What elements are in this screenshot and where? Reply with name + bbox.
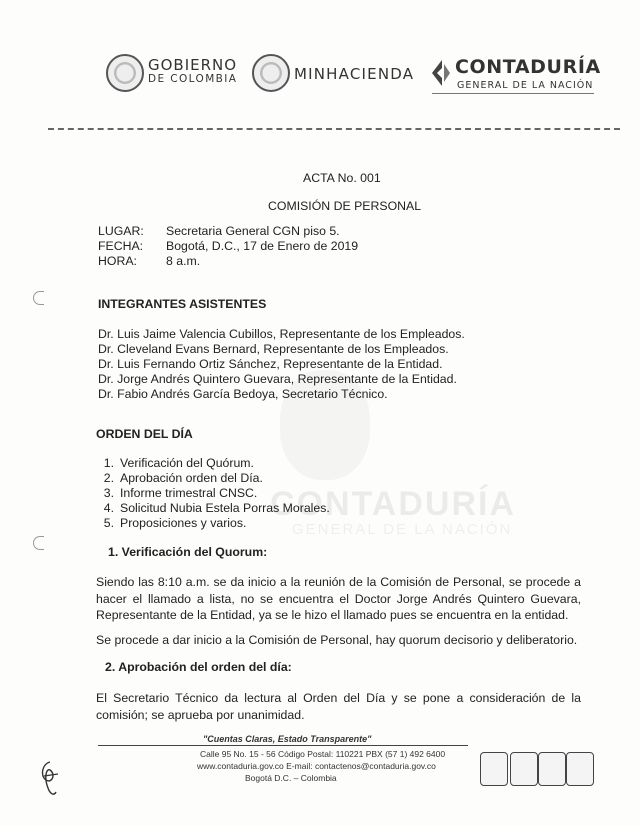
agenda-item [94, 455, 254, 471]
gobierno-logo-subtext: DE COLOMBIA [148, 73, 238, 85]
watermark-subtext: GENERAL DE LA NACIÓN [292, 521, 513, 538]
orden-heading: ORDEN DEL DÍA [96, 427, 193, 441]
acta-number: ACTA No. 001 [303, 171, 381, 185]
agenda-item-number: 4. [103, 501, 114, 515]
contaduria-logo-subtext: GENERAL DE LA NACIÓN [457, 80, 594, 91]
attendee-item: Dr. Fabio Andrés García Bedoya, Secretario Técnico. [98, 387, 388, 401]
agenda-item-text: Aprobación orden del Día. [120, 471, 263, 485]
agenda-item-number: 1. [103, 456, 114, 470]
meta-value-fecha: Bogotá, D.C., 17 de Enero de 2019 [166, 239, 359, 253]
certification-logo [510, 752, 538, 786]
minhacienda-logo-text: MINHACIENDA [294, 65, 415, 83]
footer-web-email: www.contaduria.gov.co E-mail: contactenos@contaduria.gov.co [197, 761, 436, 771]
agenda-item-number: 5. [103, 516, 114, 530]
meta-value-hora: 8 a.m. [166, 254, 201, 268]
paragraph-line: Siendo las 8:10 a.m. se da inicio a la reunión de la Comisión de Personal, se procede a [96, 575, 581, 589]
agenda-item [94, 485, 257, 501]
handwritten-initials-signature [36, 758, 66, 798]
certification-logo [566, 752, 594, 786]
binder-hole-mark [33, 536, 44, 550]
attendee-item: Dr. Luis Jaime Valencia Cubillos, Representante de los Empleados. [98, 327, 465, 341]
footer-motto: "Cuentas Claras, Estado Transparente" [203, 734, 372, 744]
agenda-item-number: 2. [103, 471, 114, 485]
footer-divider [98, 745, 468, 746]
agenda-item [94, 515, 246, 531]
footer-city: Bogotá D.C. – Colombia [245, 773, 337, 783]
minhacienda-seal [252, 54, 290, 92]
section-2-title: 2. Aprobación del orden del día: [105, 660, 292, 674]
contaduria-logo-text: CONTADURÍA [455, 56, 601, 78]
agenda-item [94, 470, 263, 486]
meta-label-fecha: FECHA: [98, 239, 144, 253]
meta-value-lugar: Secretaria General CGN piso 5. [166, 224, 340, 238]
colombia-coat-of-arms-seal [106, 54, 144, 92]
integrantes-heading: INTEGRANTES ASISTENTES [98, 297, 267, 311]
paragraph-line: comisión; se aprueba por unanimidad. [96, 707, 305, 722]
section-1-paragraph [96, 574, 581, 624]
section-1-paragraph-2: Se procede a dar inicio a la Comisión de Personal, hay quorum decisorio y deliberatorio. [96, 633, 578, 647]
certification-logo [538, 752, 566, 786]
agenda-item-text: Proposiciones y varios. [120, 516, 247, 530]
section-1-title: 1. Verificación del Quorum: [108, 545, 268, 559]
document-title: COMISIÓN DE PERSONAL [268, 199, 422, 213]
agenda-item-text: Solicitud Nubia Estela Porras Morales. [120, 501, 330, 515]
binder-hole-mark [33, 291, 44, 305]
gobierno-logo-text: GOBIERNO [148, 56, 238, 74]
footer-address: Calle 95 No. 15 - 56 Código Postal: 110221 PBX (57 1) 492 6400 [200, 749, 446, 759]
agenda-item-text: Verificación del Quórum. [120, 456, 254, 470]
paragraph-line: hacer el llamado a lista, no se encuentra el Doctor Jorge Andrés Quintero Guevara, [96, 591, 581, 606]
agenda-item [94, 500, 330, 516]
header-divider [48, 128, 620, 130]
meta-label-hora: HORA: [98, 254, 137, 268]
logo-underline [432, 93, 594, 94]
agenda-item-number: 3. [103, 486, 114, 500]
section-2-paragraph [96, 690, 581, 723]
attendee-item: Dr. Jorge Andrés Quintero Guevara, Representante de la Entidad. [98, 372, 457, 386]
meta-label-lugar: LUGAR: [98, 224, 144, 238]
watermark-text: CONTADURÍA [270, 485, 517, 523]
paragraph-line: El Secretario Técnico da lectura al Orden del Día y se pone a consideración de la [96, 691, 581, 705]
certification-logo [480, 752, 508, 786]
agenda-item-text: Informe trimestral CNSC. [120, 486, 258, 500]
paragraph-line: Representante de la Entidad, ya se le hizo el llamado pues se encuentra en la entidad. [96, 608, 569, 622]
contaduria-logo-icon [428, 58, 452, 88]
attendee-item: Dr. Luis Fernando Ortiz Sánchez, Representante de la Entidad. [98, 357, 443, 371]
attendee-item: Dr. Cleveland Evans Bernard, Representante de los Empleados. [98, 342, 449, 356]
